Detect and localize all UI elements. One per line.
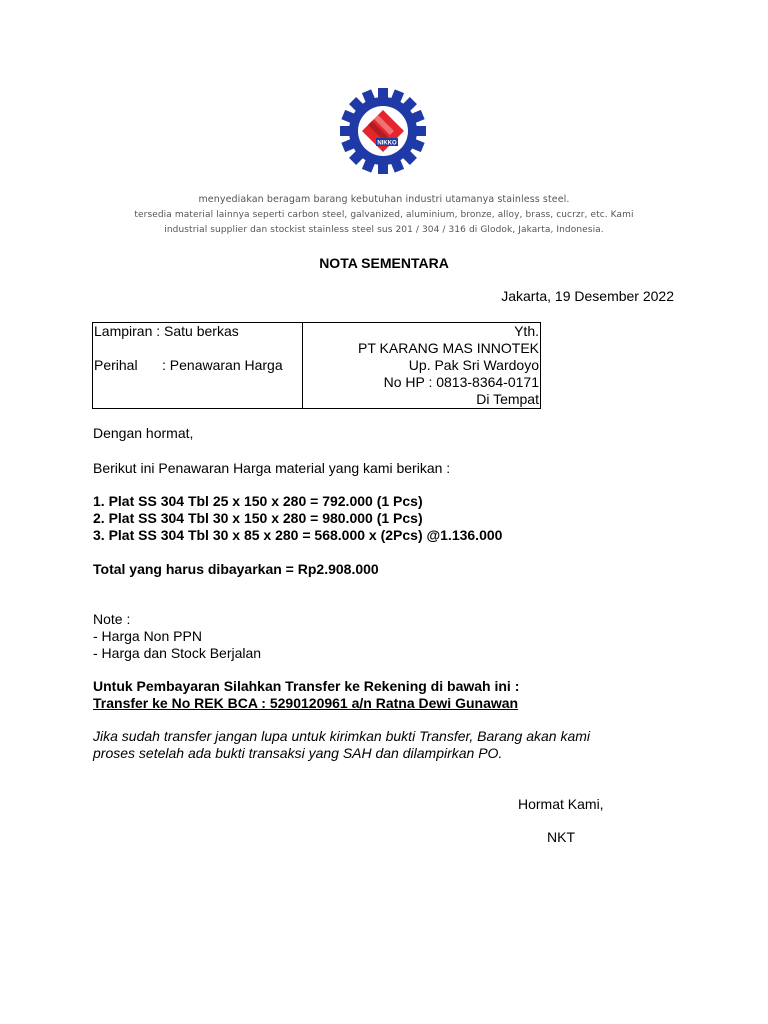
gear-logo-icon — [338, 86, 428, 176]
signer-name: NKT — [547, 829, 575, 845]
recipient-phone: No HP : 0813-8364-0171 — [383, 374, 539, 390]
logo-text: NIKKO — [377, 140, 397, 147]
tagline-line-1: menyediakan beragam barang kebutuhan industri utamanya stainless steel. — [198, 194, 570, 205]
address-table — [92, 322, 541, 409]
list-item: 2. Plat SS 304 Tbl 30 x 150 x 280 = 980.000 (1 Pcs) — [93, 510, 423, 526]
note-item: - Harga Non PPN — [93, 628, 202, 644]
reminder-block — [93, 728, 590, 762]
company-logo — [338, 86, 428, 176]
note-title: Note : — [93, 611, 131, 627]
recipient-attn: Up. Pak Sri Wardoyo — [408, 357, 539, 373]
document-date: Jakarta, 19 Desember 2022 — [501, 288, 674, 304]
perihal-row — [94, 357, 302, 374]
lampiran-value: : Satu berkas — [156, 323, 239, 339]
lampiran-label: Lampiran — [94, 323, 153, 339]
salutation: Dengan hormat, — [93, 425, 194, 441]
notes-block — [93, 611, 261, 662]
list-item: 3. Plat SS 304 Tbl 30 x 85 x 280 = 568.000 x (2Pcs) @1.136.000 — [93, 527, 503, 543]
reminder-line-1: Jika sudah transfer jangan lupa untuk kirimkan bukti Transfer, Barang akan kami — [93, 728, 590, 744]
bank-account-line: Transfer ke No REK BCA : 5290120961 a/n Ratna Dewi Gunawan — [93, 695, 519, 711]
intro-text: Berikut ini Penawaran Harga material yang kami berikan : — [93, 460, 451, 476]
tagline-line-2: tersedia material lainnya seperti carbon steel, galvanized, aluminium, bronze, alloy, brass, cucrzr, etc. Kami — [134, 210, 634, 220]
list-item: 1. Plat SS 304 Tbl 25 x 150 x 280 = 792.000 (1 Pcs) — [93, 493, 423, 509]
tagline-line-3: industrial supplier dan stockist stainless steel sus 201 / 304 / 316 di Glodok, Jakarta, Indonesia. — [164, 225, 604, 235]
closing-regards: Hormat Kami, — [518, 796, 604, 812]
reminder-line-2: proses setelah ada bukti transaksi yang SAH dan dilampirkan PO. — [93, 745, 503, 761]
recipient-place: Di Tempat — [476, 391, 539, 407]
payment-instruction: Untuk Pembayaran Silahkan Transfer ke Rekening di bawah ini : — [93, 678, 520, 694]
total-line: Total yang harus dibayarkan = Rp2.908.000 — [93, 561, 379, 577]
document-title: NOTA SEMENTARA — [319, 255, 449, 271]
recipient-company: PT KARANG MAS INNOTEK — [358, 340, 539, 356]
item-list — [93, 493, 502, 544]
recipient-cell — [303, 323, 540, 408]
letter-info-cell — [93, 323, 303, 408]
perihal-label: Perihal — [94, 357, 138, 373]
recipient-greeting: Yth. — [514, 323, 539, 339]
perihal-value: : Penawaran Harga — [162, 357, 283, 373]
payment-block — [93, 678, 519, 712]
lampiran-row — [94, 323, 302, 340]
note-item: - Harga dan Stock Berjalan — [93, 645, 262, 661]
